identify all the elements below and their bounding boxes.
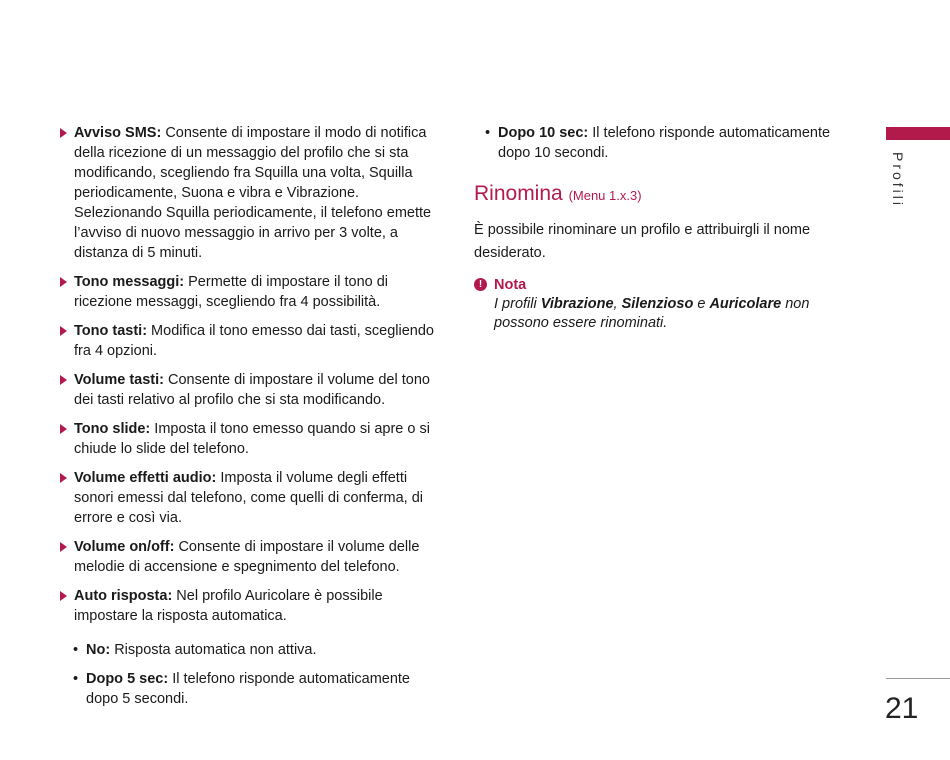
item-text: Consente di impostare il volume delle melodie di accensione e spegnimento del telefono.	[74, 539, 420, 575]
left-column	[60, 123, 445, 718]
item-label: Tono slide:	[74, 421, 151, 437]
profile-name: Auricolare	[709, 296, 782, 312]
list-item	[60, 272, 445, 312]
list-item	[60, 586, 445, 626]
list-item	[60, 419, 445, 459]
arrow-bullet-icon	[60, 326, 67, 336]
section-tab-marker	[886, 127, 950, 140]
page-number: 21	[885, 692, 919, 725]
right-column	[474, 123, 859, 333]
item-label: Volume tasti:	[74, 372, 164, 388]
sub-list-item	[474, 123, 859, 163]
sub-item-text: Il telefono risponde automaticamente dopo 5 secondi.	[86, 671, 411, 707]
arrow-bullet-icon	[60, 128, 67, 138]
note-box	[474, 275, 859, 333]
item-text: Nel profilo Auricolare è possibile impostare la risposta automatica.	[74, 588, 383, 624]
arrow-bullet-icon	[60, 591, 67, 601]
list-item	[60, 321, 445, 361]
arrow-bullet-icon	[60, 473, 67, 483]
sub-item-text: Risposta automatica non attiva.	[110, 642, 317, 658]
item-label: Tono messaggi:	[74, 274, 185, 290]
dot-bullet: •	[73, 642, 79, 658]
dot-bullet: •	[485, 125, 491, 141]
sub-list-item	[60, 640, 445, 660]
section-body: È possibile rinominare un profilo e attribuirgli il nome desiderato.	[474, 222, 811, 261]
arrow-bullet-icon	[60, 375, 67, 385]
sub-list-item	[60, 669, 445, 709]
note-title: Nota	[494, 277, 527, 293]
item-text: Consente di impostare il volume del tono dei tasti relativo al profilo che si sta modificando.	[74, 372, 430, 408]
profile-name: Vibrazione	[540, 296, 614, 312]
sub-item-label: Dopo 5 sec:	[86, 671, 169, 687]
sub-item-label: Dopo 10 sec:	[498, 125, 589, 141]
dot-bullet: •	[73, 671, 79, 687]
note-separator: e	[693, 296, 710, 312]
section-heading	[474, 181, 859, 209]
list-item	[60, 370, 445, 410]
arrow-bullet-icon	[60, 424, 67, 434]
arrow-bullet-icon	[60, 277, 67, 287]
page-number-divider	[886, 678, 950, 679]
side-tab-label: Profili	[890, 152, 906, 209]
item-text: Imposta il volume degli effetti sonori emessi dal telefono, come quelli di conferma, di errore e così via.	[74, 470, 423, 526]
list-item	[60, 123, 445, 263]
note-prefix: I profili	[494, 296, 541, 312]
item-label: Tono tasti:	[74, 323, 148, 339]
item-label: Volume effetti audio:	[74, 470, 217, 486]
sub-item-label: No:	[86, 642, 111, 658]
item-text: Imposta il tono emesso quando si apre o si chiude lo slide del telefono.	[74, 421, 430, 457]
section-title: Rinomina	[474, 182, 563, 205]
item-label: Volume on/off:	[74, 539, 175, 555]
note-separator: ,	[613, 296, 622, 312]
sub-item-text: Il telefono risponde automaticamente dopo 10 secondi.	[498, 125, 831, 161]
note-suffix: non possono essere rinominati.	[494, 296, 810, 331]
arrow-bullet-icon	[60, 542, 67, 552]
warning-icon: !	[474, 278, 487, 291]
menu-reference: (Menu 1.x.3)	[568, 188, 642, 203]
item-text: Consente di impostare il modo di notifica della ricezione di un messaggio del profilo che si sta modificando, scegliendo fra Squilla una volta, Squilla periodicamente, Suona e vibra e Vibrazione. Selezionando Squilla periodicamente, il telefono emette l’avviso di nuovo messaggio in arrivo per 3 volte, a distanza di 5 minuti.	[74, 125, 432, 261]
profile-name: Silenzioso	[621, 296, 694, 312]
item-text: Modifica il tono emesso dai tasti, scegliendo fra 4 opzioni.	[74, 323, 434, 359]
item-label: Avviso SMS:	[74, 125, 162, 141]
list-item	[60, 537, 445, 577]
item-label: Auto risposta:	[74, 588, 173, 604]
note-text	[494, 295, 859, 333]
item-text: Permette di impostare il tono di ricezione messaggi, scegliendo fra 4 possibilità.	[74, 274, 389, 310]
list-item	[60, 468, 445, 528]
